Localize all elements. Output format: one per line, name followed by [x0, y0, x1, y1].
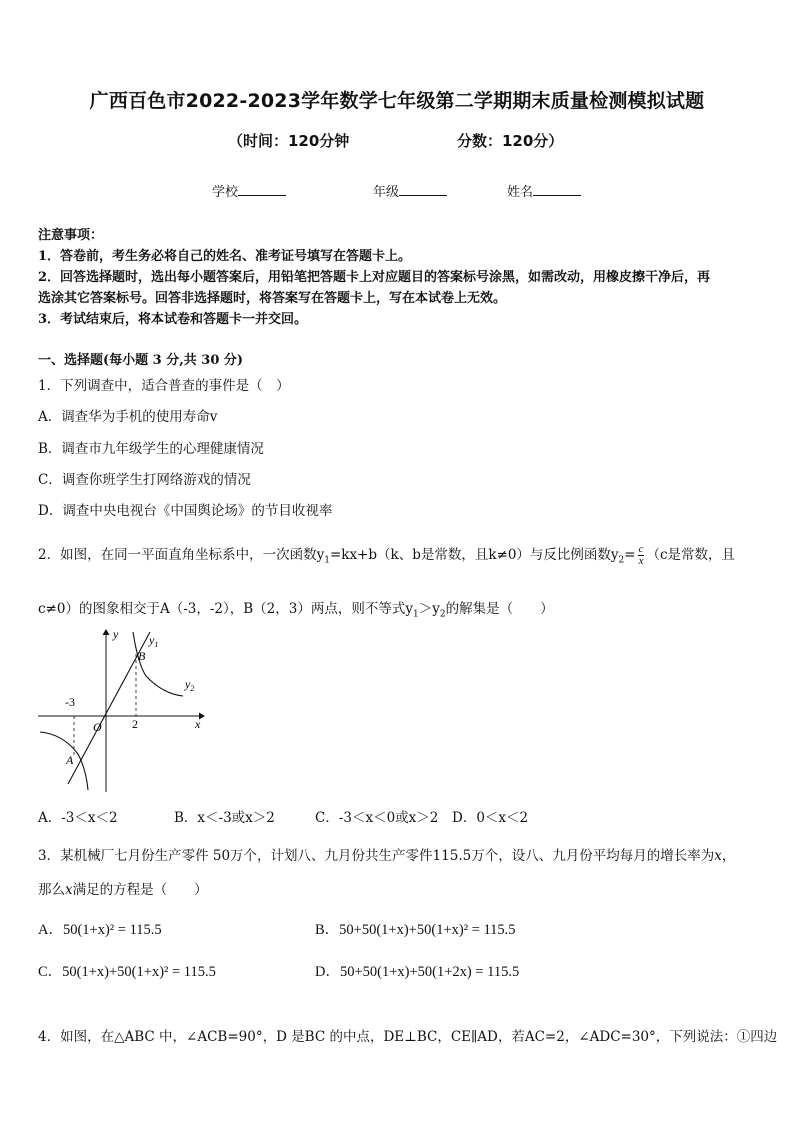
- label-y2: $y_2$: [185, 677, 195, 693]
- q2-subscript: 2: [439, 609, 446, 620]
- name-label: 姓名: [507, 185, 534, 200]
- q3-text: 3．某机械厂七月份生产零件 50万个，计划八、九月份共生产零件115.5万个，设八、九月份平均每月的增长率为: [38, 848, 715, 864]
- q2-option-a: A．-3＜x＜2: [38, 810, 118, 826]
- q3-option-d: D．50+50(1+x)+50(1+2x) = 115.5: [315, 964, 520, 980]
- q2-text: c≠0）的图象相交于A（-3，-2），B（2，3）两点，则不等式y: [38, 601, 413, 617]
- q2-subscript: 1: [324, 555, 330, 566]
- note-item: 3．考试结束后，将本试卷和答题卡一并交回。: [38, 312, 308, 327]
- q1-option-c: C．调查你班学生打网络游戏的情况: [38, 472, 251, 488]
- q1-option-d: D．调查中央电视台《中国舆论场》的节目收视率: [38, 503, 333, 519]
- q2-text: =kx+b（k、b是常数，且k≠0）与反比例函数y: [329, 547, 619, 563]
- q2-text: =: [624, 547, 636, 563]
- q2-text: （c是常数，且: [646, 547, 736, 563]
- grade-blank: [399, 183, 447, 196]
- fraction-c-over-x: [638, 544, 645, 567]
- question-2-stem-line1: [38, 543, 735, 567]
- tick-2: 2: [132, 717, 138, 731]
- y-axis-label: y: [113, 627, 119, 641]
- grade-field: [373, 181, 447, 200]
- q2-option-b: B．x＜-3或x＞2: [174, 810, 275, 826]
- x-axis-label: x: [195, 717, 201, 731]
- notes-heading: 注意事项：: [38, 228, 104, 243]
- exam-score: 分数：120分）: [457, 132, 564, 150]
- question-3-stem-line1: [38, 844, 735, 864]
- exam-time: （时间：120分钟: [228, 132, 350, 150]
- tick-neg3: -3: [65, 695, 75, 709]
- question-2-stem-line2: [38, 597, 554, 620]
- origin-label: O: [93, 720, 102, 734]
- school-field: [212, 181, 286, 200]
- question-3-stem-line2: [38, 878, 208, 898]
- note-item: 选涂其它答案标号。回答非选择题时，将答案写在答题卡上，写在本试卷上无效。: [38, 291, 507, 306]
- q1-option-a: A．调查华为手机的使用寿命v: [38, 409, 218, 425]
- q3-text: 那么: [38, 882, 65, 898]
- q3-text: ，: [721, 848, 736, 864]
- q3-text: 满足的方程是（ ）: [72, 882, 208, 898]
- question-4-stem: 4．如图，在△ABC 中，∠ACB=90°，D 是BC 的中点，DE⊥BC，CE∥AD，若AC=2，∠ADC=30°，下列说法：①四边: [38, 1029, 778, 1045]
- name-blank: [533, 183, 581, 196]
- name-field: [507, 181, 581, 200]
- point-b-label: B: [138, 649, 146, 663]
- q2-option-c: C．-3＜x＜0或x＞2: [315, 810, 439, 826]
- q2-text: 2．如图，在同一平面直角坐标系中，一次函数y: [38, 547, 325, 563]
- fraction-numerator: c: [638, 543, 644, 555]
- q3-option-a: A．50(1+x)² = 115.5: [38, 922, 162, 938]
- q3-variable: x: [65, 882, 73, 898]
- question-1-stem: 1．下列调查中，适合普查的事件是（ ）: [38, 378, 290, 394]
- note-item: 2．回答选择题时，选出每小题答案后，用铅笔把答题卡上对应题目的答案标号涂黑，如需改动，用橡皮擦干净后，再: [38, 270, 711, 285]
- note-item: 1．答卷前，考生务必将自己的姓名、准考证号填写在答题卡上。: [38, 249, 412, 264]
- q3-option-c: C．50(1+x)+50(1+x)² = 115.5: [38, 964, 216, 980]
- grade-label: 年级: [373, 185, 400, 200]
- point-a-label: A: [66, 753, 74, 767]
- school-label: 学校: [212, 185, 239, 200]
- fraction-denominator: x: [638, 555, 644, 567]
- q1-option-b: B．调查市九年级学生的心理健康情况: [38, 441, 264, 457]
- q3-variable: x: [714, 848, 722, 864]
- q3-option-b: B．50+50(1+x)+50(1+x)² = 115.5: [315, 922, 516, 938]
- q2-subscript: 1: [413, 609, 419, 620]
- q2-text: ＞y: [418, 601, 440, 617]
- q2-option-d: D．0＜x＜2: [452, 810, 529, 826]
- q2-subscript: 2: [618, 555, 625, 566]
- label-y1: $y_1$: [149, 633, 159, 649]
- q2-function-graph: [38, 624, 218, 794]
- section-heading: 一、选择题(每小题 3 分,共 30 分): [38, 353, 244, 368]
- q2-text: 的解集是（ ）: [445, 601, 554, 617]
- page-title: 广西百色市2022-2023学年数学七年级第二学期期末质量检测模拟试题: [89, 90, 705, 112]
- hyperbola-y2-q3: [40, 732, 88, 790]
- school-blank: [238, 183, 286, 196]
